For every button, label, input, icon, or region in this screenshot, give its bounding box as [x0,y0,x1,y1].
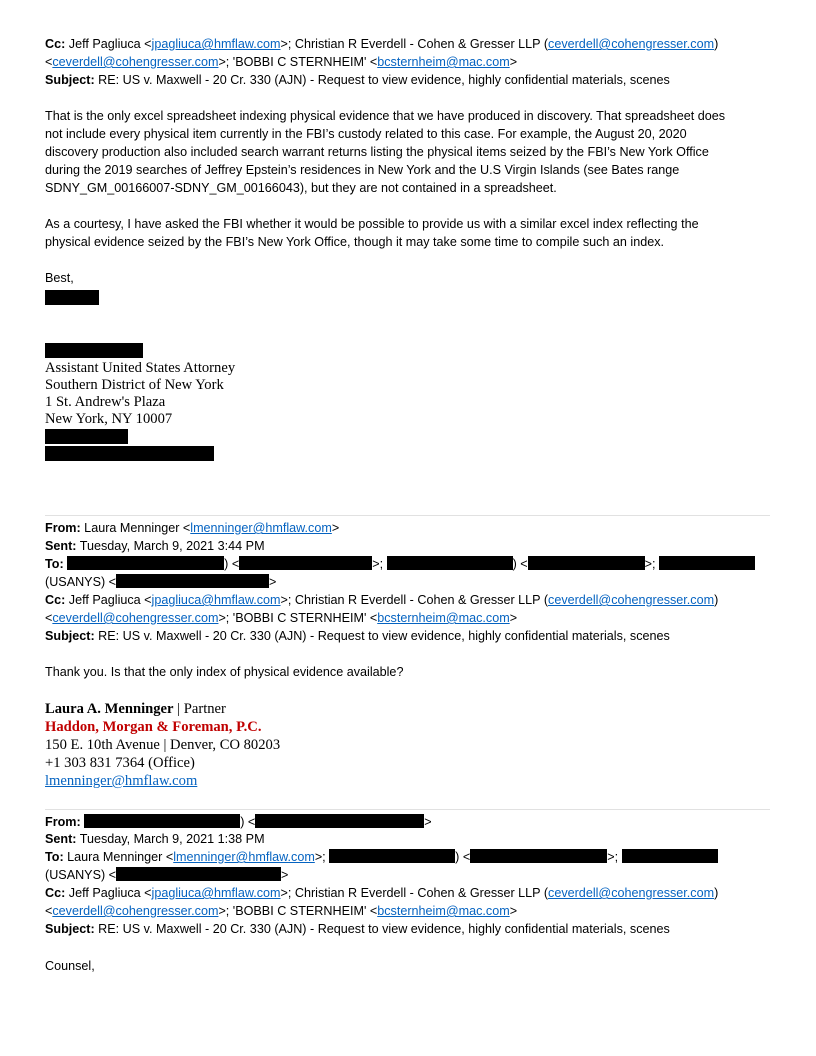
email-link[interactable]: lmenninger@hmflaw.com [190,521,332,535]
redaction [67,556,224,570]
text: >; Christian R Everdell - Cohen & Gresser LLP ( [280,37,549,51]
signature-city: New York, NY 10007 [45,411,173,427]
text: >; Christian R Everdell - Cohen & Gresser LLP ( [280,593,549,607]
email-link[interactable]: ceverdell@cohengresser.com [548,37,715,51]
redaction [528,556,645,570]
redaction [116,574,269,588]
email-link[interactable]: bcsternheim@mac.com [377,904,510,918]
redaction [622,849,718,863]
from-line [45,813,432,831]
text: Laura Menninger < [63,850,174,864]
redaction [255,814,424,828]
subject-label: Subject: [45,73,95,87]
subject-text: RE: US v. Maxwell - 20 Cr. 330 (AJN) - Request to view evidence, highly confidential materials, scenes [94,73,670,87]
sig-firm: Haddon, Morgan & Foreman, P.C. [45,719,262,735]
cc-label: Cc: [45,886,66,900]
text: < [45,55,53,69]
email-link[interactable]: ceverdell@cohengresser.com [52,904,219,918]
text: >; [607,850,622,864]
text: > [509,55,518,69]
divider [45,515,770,516]
text: ) < [240,815,256,829]
redaction [387,556,513,570]
text: >; [644,557,659,571]
body-line: Counsel, [45,959,95,973]
from-line [45,519,339,537]
cc-line-2 [45,609,517,627]
redaction [239,556,372,570]
subject-line [45,71,670,89]
divider [45,809,770,810]
sent-label: Sent: [45,832,77,846]
subject-label: Subject: [45,629,95,643]
sent-line [45,537,265,555]
text: > [509,904,518,918]
sig-name: Laura A. Menninger [45,701,174,717]
email-link[interactable]: ceverdell@cohengresser.com [52,611,219,625]
text: < [45,904,53,918]
sig-title: | Partner [173,701,226,717]
sent-date: Tuesday, March 9, 2021 3:44 PM [76,539,265,553]
redaction [45,429,128,444]
text: >; [314,850,330,864]
sent-date: Tuesday, March 9, 2021 1:38 PM [76,832,265,846]
text: > [281,868,289,882]
text: < [45,611,53,625]
text: Jeff Pagliuca < [65,37,152,51]
body-line: That is the only excel spreadsheet indexing physical evidence that we have produced in discovery. That spreadsheet does [45,109,726,123]
text: >; 'BOBBI C STERNHEIM' < [218,611,378,625]
subject-text: RE: US v. Maxwell - 20 Cr. 330 (AJN) - Request to view evidence, highly confidential materials, scenes [94,922,670,936]
redaction [659,556,755,570]
to-label: To: [45,850,64,864]
text: > [331,521,340,535]
to-label: To: [45,557,64,571]
body-line: during the 2019 searches of Jeffrey Epstein’s residences in New York and the U.S Virgin Islands (see Bates range [45,163,680,177]
cc-line [45,35,718,53]
signature-address: 1 St. Andrew's Plaza [45,394,166,410]
email-link[interactable]: jpagliuca@hmflaw.com [151,886,281,900]
text: ) < [224,557,240,571]
sig-phone: +1 303 831 7364 (Office) [45,755,195,771]
redaction [116,867,281,881]
text: Jeff Pagliuca < [65,593,152,607]
email-link[interactable]: ceverdell@cohengresser.com [52,55,219,69]
body-line: discovery production also included search warrant returns listing the physical items seized by the FBI’s New York Office [45,145,709,159]
redaction [84,814,240,828]
body-line: SDNY_GM_00166007-SDNY_GM_00166043), but they are not contained in a spreadsheet. [45,181,557,195]
redaction [45,290,99,305]
email-link[interactable]: jpagliuca@hmflaw.com [151,37,281,51]
text: > [509,611,518,625]
cc-line-2 [45,902,517,920]
text: Jeff Pagliuca < [65,886,152,900]
email-link[interactable]: bcsternheim@mac.com [377,611,510,625]
text: >; Christian R Everdell - Cohen & Gresser LLP ( [280,886,549,900]
text: >; 'BOBBI C STERNHEIM' < [218,904,378,918]
email-link[interactable]: ceverdell@cohengresser.com [548,593,715,607]
text: > [424,815,432,829]
cc-line [45,591,718,609]
redaction [45,446,214,461]
from-label: From: [45,815,81,829]
text: ) < [455,850,471,864]
body-line: not include every physical item currently in the FBI’s custody related to this case. For example, the August 20, 2020 [45,127,687,141]
sent-label: Sent: [45,539,77,553]
sig-email-link[interactable]: lmenninger@hmflaw.com [45,773,198,789]
text: ) [714,886,719,900]
text: ) < [512,557,528,571]
signature-office: Southern District of New York [45,377,224,393]
body-line: physical evidence seized by the FBI’s New York Office, though it may take some time to compile such an index. [45,235,665,249]
email-link[interactable]: ceverdell@cohengresser.com [548,886,715,900]
cc-line-2 [45,53,517,71]
signature-title: Assistant United States Attorney [45,360,236,376]
sig-name-line [45,701,226,718]
redaction [329,849,455,863]
text: (USANYS) < [45,575,117,589]
email-link[interactable]: lmenninger@hmflaw.com [173,850,315,864]
email-link[interactable]: bcsternheim@mac.com [377,55,510,69]
subject-label: Subject: [45,922,95,936]
text: >; 'BOBBI C STERNHEIM' < [218,55,378,69]
text: Laura Menninger < [80,521,191,535]
cc-line [45,884,718,902]
text: > [269,575,277,589]
body-line: Thank you. Is that the only index of physical evidence available? [45,665,404,679]
to-line [45,848,718,866]
redaction [470,849,607,863]
closing: Best, [45,271,74,285]
to-line-2 [45,573,276,591]
to-line [45,555,755,573]
subject-line [45,920,670,938]
text: ) [714,37,719,51]
to-line-2 [45,866,288,884]
text: ) [714,593,719,607]
text: (USANYS) < [45,868,117,882]
subject-line [45,627,670,645]
from-label: From: [45,521,81,535]
email-link[interactable]: jpagliuca@hmflaw.com [151,593,281,607]
redaction [45,343,143,358]
cc-label: Cc: [45,593,66,607]
text: >; [372,557,387,571]
subject-text: RE: US v. Maxwell - 20 Cr. 330 (AJN) - Request to view evidence, highly confidential materials, scenes [94,629,670,643]
body-line: As a courtesy, I have asked the FBI whether it would be possible to provide us with a similar excel index reflecting the [45,217,699,231]
sig-address: 150 E. 10th Avenue | Denver, CO 80203 [45,737,281,753]
cc-label: Cc: [45,37,66,51]
sent-line [45,830,265,848]
